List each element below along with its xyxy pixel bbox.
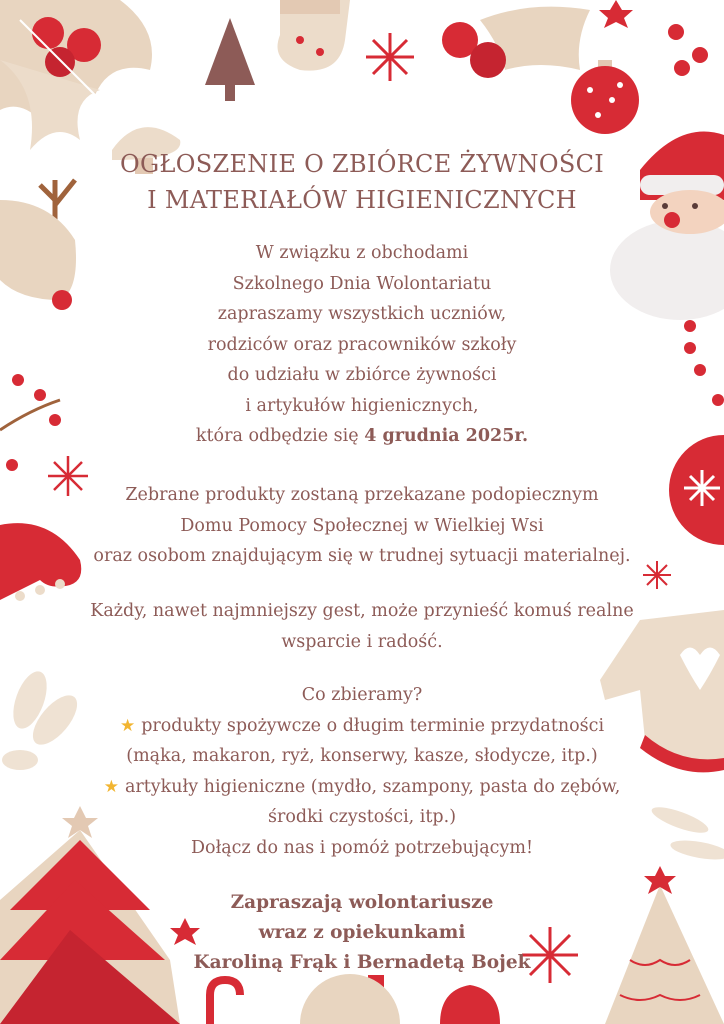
intro-line: Szkolnego Dnia Wolontariatu xyxy=(232,273,492,294)
recipients-line: oraz osobom znajdującym się w trudnej sytuacji materialnej. xyxy=(93,546,631,566)
holly-icon xyxy=(442,7,590,78)
recipients-paragraph xyxy=(0,480,724,572)
star-icon: ★ xyxy=(103,776,119,797)
intro-date-line xyxy=(0,421,724,452)
gesture-paragraph xyxy=(0,596,724,657)
intro-line: W związku z obchodami xyxy=(255,243,469,263)
candy-cane-icon xyxy=(210,980,240,1024)
signature xyxy=(0,888,724,978)
gesture-line: wsparcie i radość. xyxy=(281,631,443,652)
signature-line: Zapraszają wolontariusze xyxy=(230,892,494,913)
announcement-title xyxy=(0,146,724,218)
intro-line: rodziców oraz pracowników szkoły xyxy=(207,334,517,355)
bauble-icon xyxy=(571,60,639,134)
intro-line: zapraszamy wszystkich uczniów, xyxy=(217,304,507,324)
holly-icon xyxy=(668,24,708,76)
intro-line: i artykułów higienicznych, xyxy=(245,395,479,416)
collection-section xyxy=(0,680,724,863)
collection-closing: Dołącz do nas i pomóż potrzebującym! xyxy=(191,837,533,858)
gesture-line: Każdy, nawet najmniejszy gest, może przynieść komuś realne xyxy=(90,601,634,621)
recipients-line: Domu Pomocy Społecznej w Wielkiej Wsi xyxy=(180,515,544,536)
signature-line: wraz z opiekunkami xyxy=(258,922,466,943)
intro-paragraph xyxy=(0,238,724,452)
event-date: 4 grudnia 2025r. xyxy=(364,426,529,446)
title-line-2: I MATERIAŁÓW HIGIENICZNYCH xyxy=(147,186,577,214)
intro-date-prefix: która odbędzie się xyxy=(195,426,365,446)
star-icon xyxy=(599,0,633,28)
holly-icon xyxy=(0,0,152,150)
signature-line: Karoliną Frąk i Bernadetą Bojek xyxy=(193,952,531,973)
star-icon: ★ xyxy=(119,715,136,736)
collection-item-hygiene-text: artykuły higieniczne (mydło, szampony, pasta do zębów, xyxy=(124,776,621,797)
collection-item-hygiene-details: środki czystości, itp.) xyxy=(267,807,457,827)
christmas-tree-icon xyxy=(205,18,255,101)
collection-item-food-text: produkty spożywcze o długim terminie przydatności xyxy=(141,715,605,736)
title-line-1: OGŁOSZENIE O ZBIÓRCE ŻYWNOŚCI xyxy=(119,150,605,178)
recipients-line: Zebrane produkty zostaną przekazane podopiecznym xyxy=(125,485,599,505)
intro-line: do udziału w zbiórce żywności xyxy=(227,365,497,385)
sock-icon xyxy=(278,0,351,71)
snowflake-icon xyxy=(366,33,414,81)
collection-item-food xyxy=(0,711,724,742)
mitten-icon xyxy=(440,985,500,1024)
bauble-icon xyxy=(300,974,400,1024)
collection-item-food-details: (mąka, makaron, ryż, konserwy, kasze, słodycze, itp.) xyxy=(126,746,598,766)
collection-heading: Co zbieramy? xyxy=(301,685,423,705)
collection-item-hygiene xyxy=(0,772,724,803)
